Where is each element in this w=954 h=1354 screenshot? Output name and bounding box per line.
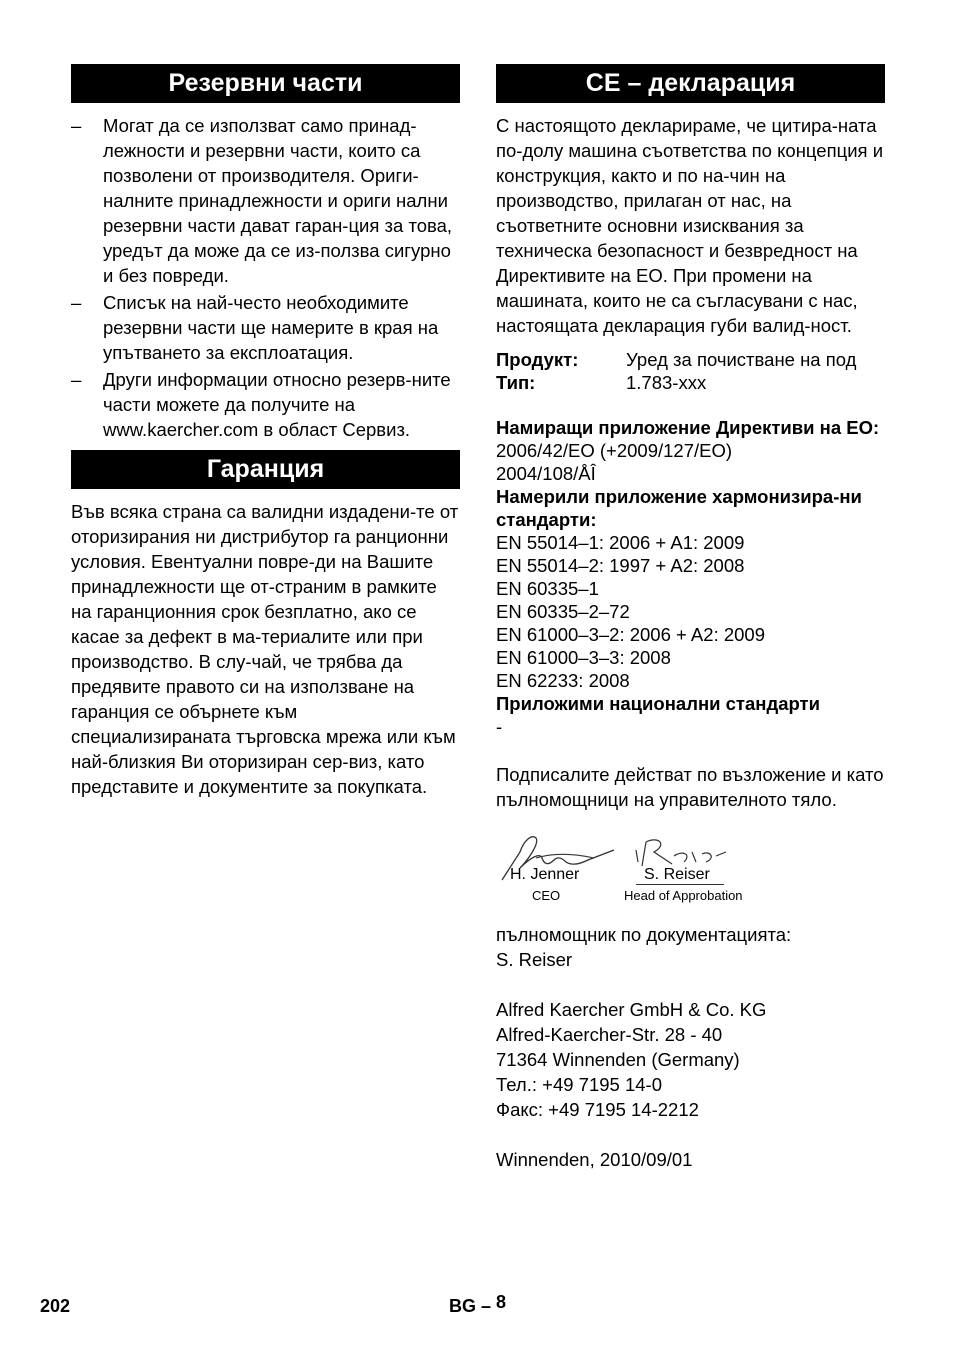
standard-item: EN 60335–2–72 [496,601,630,622]
docs-name: S. Reiser [496,949,573,970]
warranty-heading: Гаранция [71,450,460,489]
product-label: Продукт: [496,349,579,370]
national-value: - [496,716,503,737]
dash-bullet: – [71,369,82,390]
type-row [496,371,885,394]
directives-heading: Намиращи приложение Директиви на ЕО: [496,417,880,438]
warranty-text: Във всяка страна са валидни издадени-те от оторизирания ни дистрибутор га ранционни условия. Евентуални повре-ди на Вашите принадлежности ще от-страним в рамките на гаранционния срок безплатно, ако се касае за дефект в ма-териалите или при производство. В слу-чай, че трябва да предявите правото си на използване на гаранция се обърнете към специализираната търговска мрежа или към най-близкия Ви оторизиран сер-виз, като представите и документите за покупката. [71,501,459,797]
product-value: Уред за почистване на под [626,349,857,370]
list-item: – Други информации относно резерв-ните части можете да получите на www.kaercher.com в област Сервиз. [71,369,451,440]
signatory-2-role: Head of Approbation [624,888,743,903]
spare-parts-heading: Резервни части [71,64,460,103]
left-column [71,64,460,799]
signature-line [636,884,724,885]
language-page-number: 8 [496,1292,507,1312]
product-row [496,348,885,371]
standard-item: EN 60335–1 [496,578,599,599]
address-line: Alfred Kaercher GmbH & Co. KG [496,999,767,1020]
docs-label: пълномощник по документацията: [496,924,792,945]
directive-item: 2006/42/EO (+2009/127/EO) [496,440,733,461]
signatories-text: Подписалите действат по възложение и като пълномощници на управителното тяло. [496,764,884,810]
signatory-2-name: S. Reiser [644,866,710,883]
standards-block [496,416,885,738]
standard-item: EN 55014–1: 2006 + A1: 2009 [496,532,745,553]
right-column [496,64,885,1172]
standard-item: EN 61000–3–3: 2008 [496,647,671,668]
language-prefix: BG – [449,1296,492,1316]
harmonised-heading: Намерили приложение хармонизира-ни стандарти: [496,486,862,530]
standard-item: EN 62233: 2008 [496,670,630,691]
type-value: 1.783-xxx [626,372,707,393]
place-date: Winnenden, 2010/09/01 [496,1149,693,1170]
company-address [496,997,885,1122]
standard-item: EN 55014–2: 1997 + A2: 2008 [496,555,745,576]
language-page-label [449,1292,507,1317]
dash-bullet: – [71,292,82,313]
ce-intro-text: С настоящото декларираме, че цитира-ната по-долу машина съответства по концепция и конструкция, както и по на-чин на производство, прилаган от нас, на съответните основни изисквания за техническа безопасност и безвредност на Директивите на ЕО. При промени на машината, които не са съгласувани с нас, настоящата декларация губи валид-ност. [496,115,884,336]
signatory-1-role: CEO [532,888,561,903]
signature-area [496,822,885,922]
address-line: Alfred-Kaercher-Str. 28 - 40 [496,1024,723,1045]
page-number: 202 [40,1296,71,1316]
address-line: Тел.: +49 7195 14-0 [496,1074,662,1095]
list-item: – Списък на най-често необходимите резервни части ще намерите в края на упътването за експлоатация. [71,292,439,363]
list-item: – Могат да се използват само принад-лежности и резервни части, които са позволени от производителя. Ориги-налните принадлежности и ориги нални резервни части дават гаран-ция за това, уредът да може да се из-ползва сигурно и без повреди. [71,115,453,286]
spare-parts-list [71,113,460,442]
directive-item: 2004/108/ÅÎ [496,463,596,484]
documentation-contact [496,922,885,972]
product-info [496,348,885,394]
address-line: Факс: +49 7195 14-2212 [496,1099,699,1120]
ce-declaration-heading: CE – декларация [496,64,885,103]
signatory-1-name: H. Jenner [510,866,580,883]
address-line: 71364 Winnenden (Germany) [496,1049,740,1070]
dash-bullet: – [71,115,82,136]
national-heading: Приложими национални стандарти [496,693,820,714]
type-label: Тип: [496,372,536,393]
standard-item: EN 61000–3–2: 2006 + A2: 2009 [496,624,765,645]
